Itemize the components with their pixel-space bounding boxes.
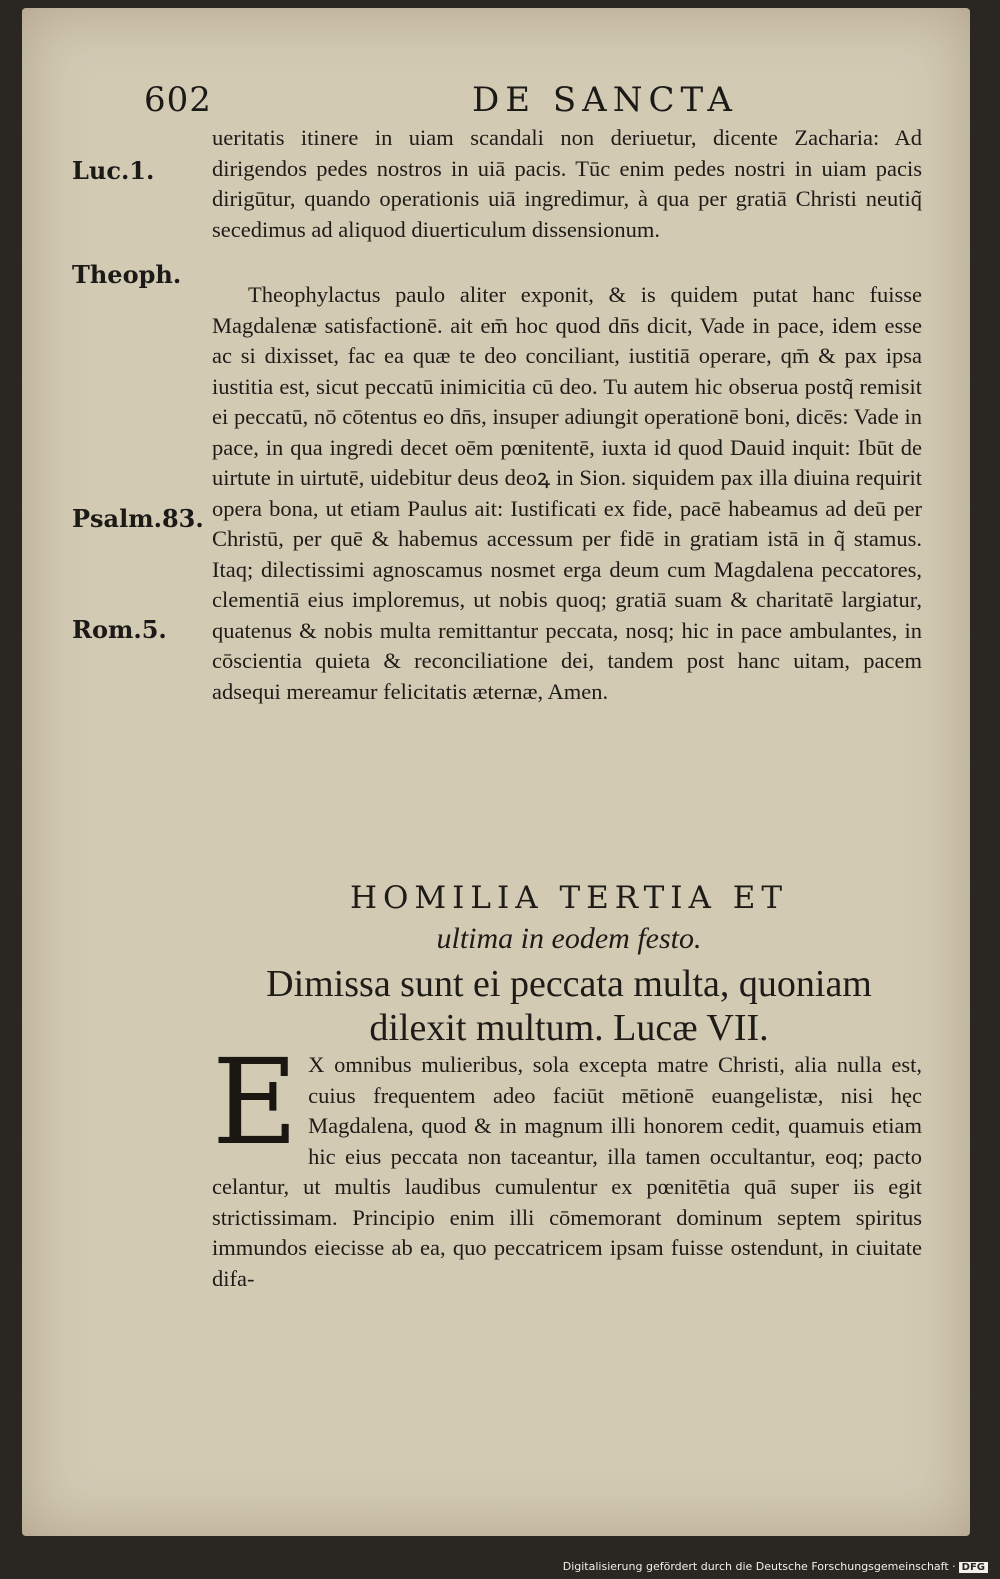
verse-line-2: dilexit multum. Lucæ VII. [369, 1007, 769, 1049]
page-number: 602 [144, 80, 212, 120]
paragraph-1: ueritatis itinere in uiam scandali non deriuetur, dicente Zacharia: Ad dirigendos pedes nostros in uiā pacis. Tūc enim pedes nostri in uiam pacis dirigūtur, quando operationis uiā ingredimur, à qua per gratiā Christi neutiq̃ secedimus ad aliquod diuerticulum dissensionum. [212, 125, 922, 242]
homily-body-text: X omnibus mulieribus, sola excepta matre Christi, alia nulla est, cuius frequentem adeo faciūt mētionē euangelistæ, nisi hęc Magdalena, quod & in magnum illi honorem cedit, quamuis etiam hic eius peccata non taceantur, illa tamen occultantur, eoq; pacto celantur, ut multis laudibus cumulentur ex pœnitētia quā super iis egit strictissimam. Principio enim illi cōmemorant dominum septem spiritus immundos eiecisse ab ea, quo peccatricem ipsam fuisse ostendunt, in ciuitate difa- [212, 1052, 922, 1291]
scripture-verse [214, 962, 924, 1050]
margin-note-romans: Rom.5. [72, 615, 167, 644]
running-head: DE SANCTA [472, 80, 738, 120]
homily-title: HOMILIA TERTIA ET [349, 880, 789, 916]
margin-note-luke: Luc.1. [72, 156, 155, 185]
margin-note-theophylactus: Theoph. [72, 260, 182, 289]
dfg-logo: DFG [959, 1562, 988, 1573]
verse-line-1: Dimissa sunt ei peccata multa, quoniam [266, 963, 872, 1005]
book-page [22, 8, 970, 1536]
paragraph-2: Theophylactus paulo aliter exponit, & is quidem putat hanc fuisse Magdalenæ satisfactionē. ait em̄ hoc quod dn̄s dicit, Vade in pace, idem esse ac si dixisset, fac ea quæ te deo conciliant, iustitiā operare, qm̄ & pax ipsa iustitia est, sicut peccatū inimicitia cū deo. Tu autem hic obserua postq̃ remisit ei peccatū, nō cōtentus eo dn̄s, insuper adiungit operationē boni, dicēs: Vade in pace, in qua ingredi decet oēm pœnitentē, iuxta id quod Dauid inquit: Ibūt de uirtute in uirtutē, uidebitur deus deoꝝ in Sion. siquidem pax illa diuina requirit opera bona, ut etiam Paulus ait: Iustificati ex fide, pacē habeamus ad deū per Christū, per quē & habemus accessum per fidē in gratiam istā in q̃ stamus. Itaq; dilectissimi agnoscamus nosmet erga deum cum Magdalena peccatores, clementiā eius imploremus, ut nobis quoq; gratiā suam & charitatē largiatur, quatenus & nobis multa remittantur peccata, nosq; hic in pace ambulantes, in cōscientia quieta & reconciliatione dei, tandem post hanc uitam, pacem adsequi mereamur felicitatis æternæ, Amen. [212, 282, 922, 704]
margin-note-psalm: Psalm.83. [72, 504, 204, 533]
digitization-credit [563, 1560, 988, 1573]
homily-body [212, 1033, 922, 1294]
homily-subtitle: ultima in eodem festo. [436, 922, 702, 955]
credit-text: Digitalisierung gefördert durch die Deutsche Forschungsgemeinschaft · [562, 1560, 956, 1573]
drop-cap: E [212, 1033, 299, 1171]
